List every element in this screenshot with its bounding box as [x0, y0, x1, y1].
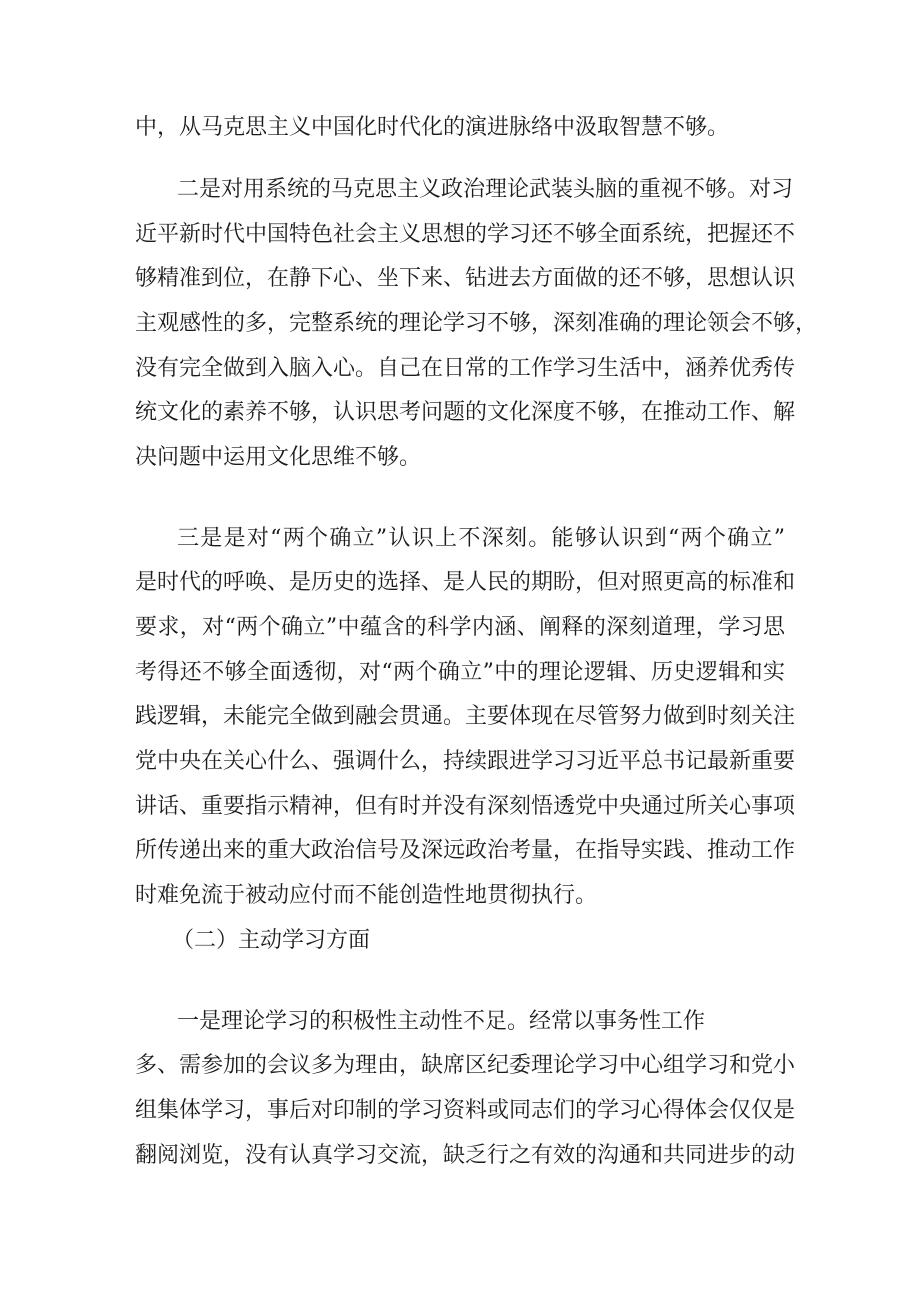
text-line: 党中央在关心什么、强调什么，持续跟进学习习近平总书记最新重要 — [135, 749, 796, 774]
text-line: 是时代的呼唤、是历史的选择、是人民的期盼，但对照更高的标准和 — [135, 570, 796, 595]
text-line: 决问题中运用文化思维不够。 — [135, 445, 422, 470]
text-line: 所传递出来的重大政治信号及深远政治考量，在指导实践、推动工作 — [135, 838, 796, 863]
text-line: 二是对用系统的马克思主义政治理论武装头脑的重视不够。对习 — [177, 177, 794, 202]
text-line: 统文化的素养不够，认识思考问题的文化深度不够，在推动工作、解 — [135, 400, 796, 425]
section-heading: （二）主动学习方面 — [172, 928, 371, 953]
text-line: 中，从马克思主义中国化时代化的演进脉络中汲取智慧不够。 — [135, 115, 730, 140]
text-line: 一是理论学习的积极性主动性不足。经常以事务性工作 — [177, 1009, 706, 1034]
text-line: 多、需参加的会议多为理由，缺席区纪委理论学习中心组学习和党小 — [135, 1053, 796, 1078]
text-line: 讲话、重要指示精神，但有时并没有深刻悟透党中央通过所关心事项 — [135, 794, 796, 819]
text-line: 践逻辑，未能完全做到融会贯通。主要体现在尽管努力做到时刻关注 — [135, 704, 796, 729]
text-line: 三是是对“两个确立”认识上不深刻。能够认识到“两个确立” — [177, 526, 785, 551]
text-line: 翻阅浏览，没有认真学习交流，缺乏行之有效的沟通和共同进步的动 — [135, 1143, 796, 1168]
text-line: 要求，对“两个确立”中蕴含的科学内涵、阐释的深刻道理，学习思 — [135, 615, 785, 640]
text-line: 组集体学习，事后对印制的学习资料或同志们的学习心得体会仅仅是 — [135, 1098, 796, 1123]
text-line: 考得还不够全面透彻，对“两个确立”中的理论逻辑、历史逻辑和实 — [135, 660, 785, 685]
text-line: 没有完全做到入脑入心。自己在日常的工作学习生活中，涵养优秀传 — [135, 356, 796, 381]
text-line: 时难免流于被动应付而不能创造性地贯彻执行。 — [135, 883, 598, 908]
text-line: 主观感性的多，完整系统的理论学习不够，深刻准确的理论领会不够， — [135, 311, 818, 336]
text-line: 近平新时代中国特色社会主义思想的学习还不够全面系统，把握还不 — [135, 222, 796, 247]
text-line: 够精准到位，在静下心、坐下来、钻进去方面做的还不够，思想认识 — [135, 266, 796, 291]
